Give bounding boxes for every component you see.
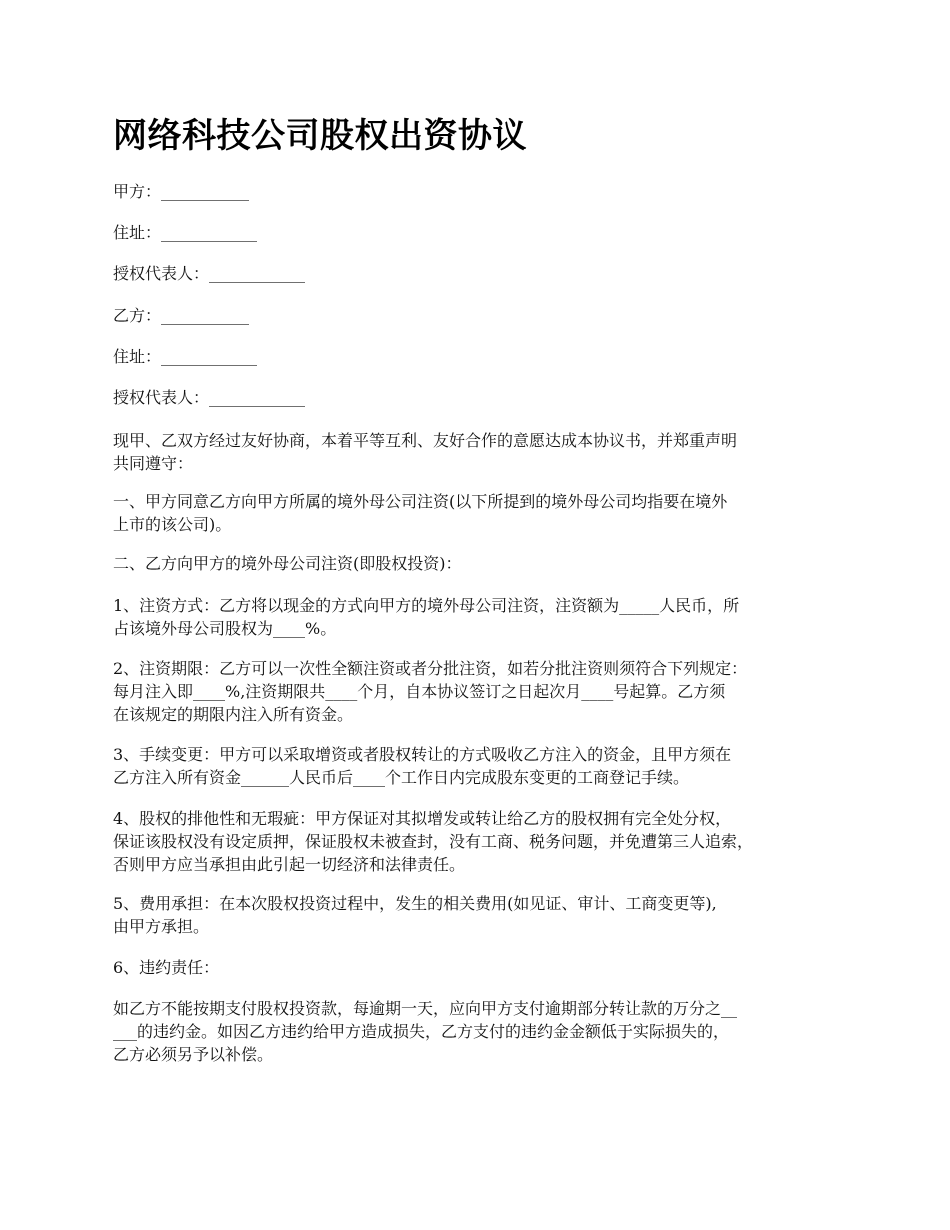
paragraph-line: 如乙方不能按期支付股权投资款，每逾期一天，应向甲方支付逾期部分转让款的万分之__	[113, 999, 738, 1018]
investment-method-paragraph	[113, 594, 853, 640]
party-a-representative-field: 授权代表人：____________	[113, 264, 306, 283]
paragraph-line: 乙方注入所有资金______人民币后____个工作日内完成股东变更的工商登记手续。	[113, 768, 690, 787]
liability-heading	[113, 956, 853, 979]
preamble-paragraph	[113, 429, 853, 475]
paragraph-line: 4、股权的排他性和无瑕疵：甲方保证对其拟增发或转让给乙方的股权拥有完全处分权，	[113, 809, 732, 828]
paragraph-line: 2、注资期限：乙方可以一次性全额注资或者分批注资，如若分批注资则须符合下列规定：	[113, 659, 748, 678]
party-a-address-field: 住址：____________	[113, 223, 258, 242]
paragraph-line: 3、手续变更：甲方可以采取增资或者股权转让的方式吸收乙方注入的资金，且甲方须在	[113, 745, 732, 764]
paragraph-line: 由甲方承担。	[113, 917, 210, 936]
party-b-name-field: 乙方：___________	[113, 306, 250, 325]
paragraph-line: 每月注入即____%,注资期限共____个月，自本协议签订之日起次月____号起算。乙方须	[113, 682, 726, 701]
clause-2-heading	[113, 552, 853, 575]
paragraph-line: 保证该股权没有设定质押，保证股权未被查封，没有工商、税务问题，并免遭第三人追索，	[113, 832, 754, 851]
paragraph-line: ___的违约金。如因乙方违约给甲方造成损失，乙方支付的违约金金额低于实际损失的，	[113, 1022, 730, 1041]
liability-paragraph	[113, 997, 853, 1066]
equity-exclusivity-paragraph	[113, 807, 853, 876]
paragraph-line: 乙方必须另予以补偿。	[113, 1045, 274, 1064]
party-a-name-field: 甲方：___________	[113, 182, 250, 201]
paragraph-line: 二、乙方向甲方的境外母公司注资(即股权投资)：	[113, 554, 462, 573]
party-b-representative-field: 授权代表人：____________	[113, 388, 306, 407]
paragraph-line: 现甲、乙双方经过友好协商，本着平等互利、友好合作的意愿达成本协议书，并郑重声明	[113, 431, 738, 450]
party-b-address-field: 住址：____________	[113, 347, 258, 366]
investment-period-paragraph	[113, 657, 853, 726]
document-title: 网络科技公司股权出资协议	[113, 116, 527, 156]
paragraph-line: 否则甲方应当承担由此引起一切经济和法律责任。	[113, 855, 466, 874]
paragraph-line: 在该规定的期限内注入所有资金。	[113, 705, 354, 724]
paragraph-line: 占该境外母公司股权为____%。	[113, 619, 337, 638]
paragraph-line: 共同遵守：	[113, 454, 194, 473]
paragraph-line: 一、甲方同意乙方向甲方所属的境外母公司注资(以下所提到的境外母公司均指要在境外	[113, 492, 728, 511]
procedure-change-paragraph	[113, 743, 853, 789]
cost-bearing-paragraph	[113, 892, 853, 938]
clause-1-paragraph	[113, 490, 853, 536]
paragraph-line: 5、费用承担：在本次股权投资过程中，发生的相关费用(如见证、审计、工商变更等),	[113, 894, 717, 913]
paragraph-line: 上市的该公司)。	[113, 515, 232, 534]
paragraph-line: 6、违约责任：	[113, 958, 220, 977]
paragraph-line: 1、注资方式：乙方将以现金的方式向甲方的境外母公司注资，注资额为_____人民币，所	[113, 596, 740, 615]
